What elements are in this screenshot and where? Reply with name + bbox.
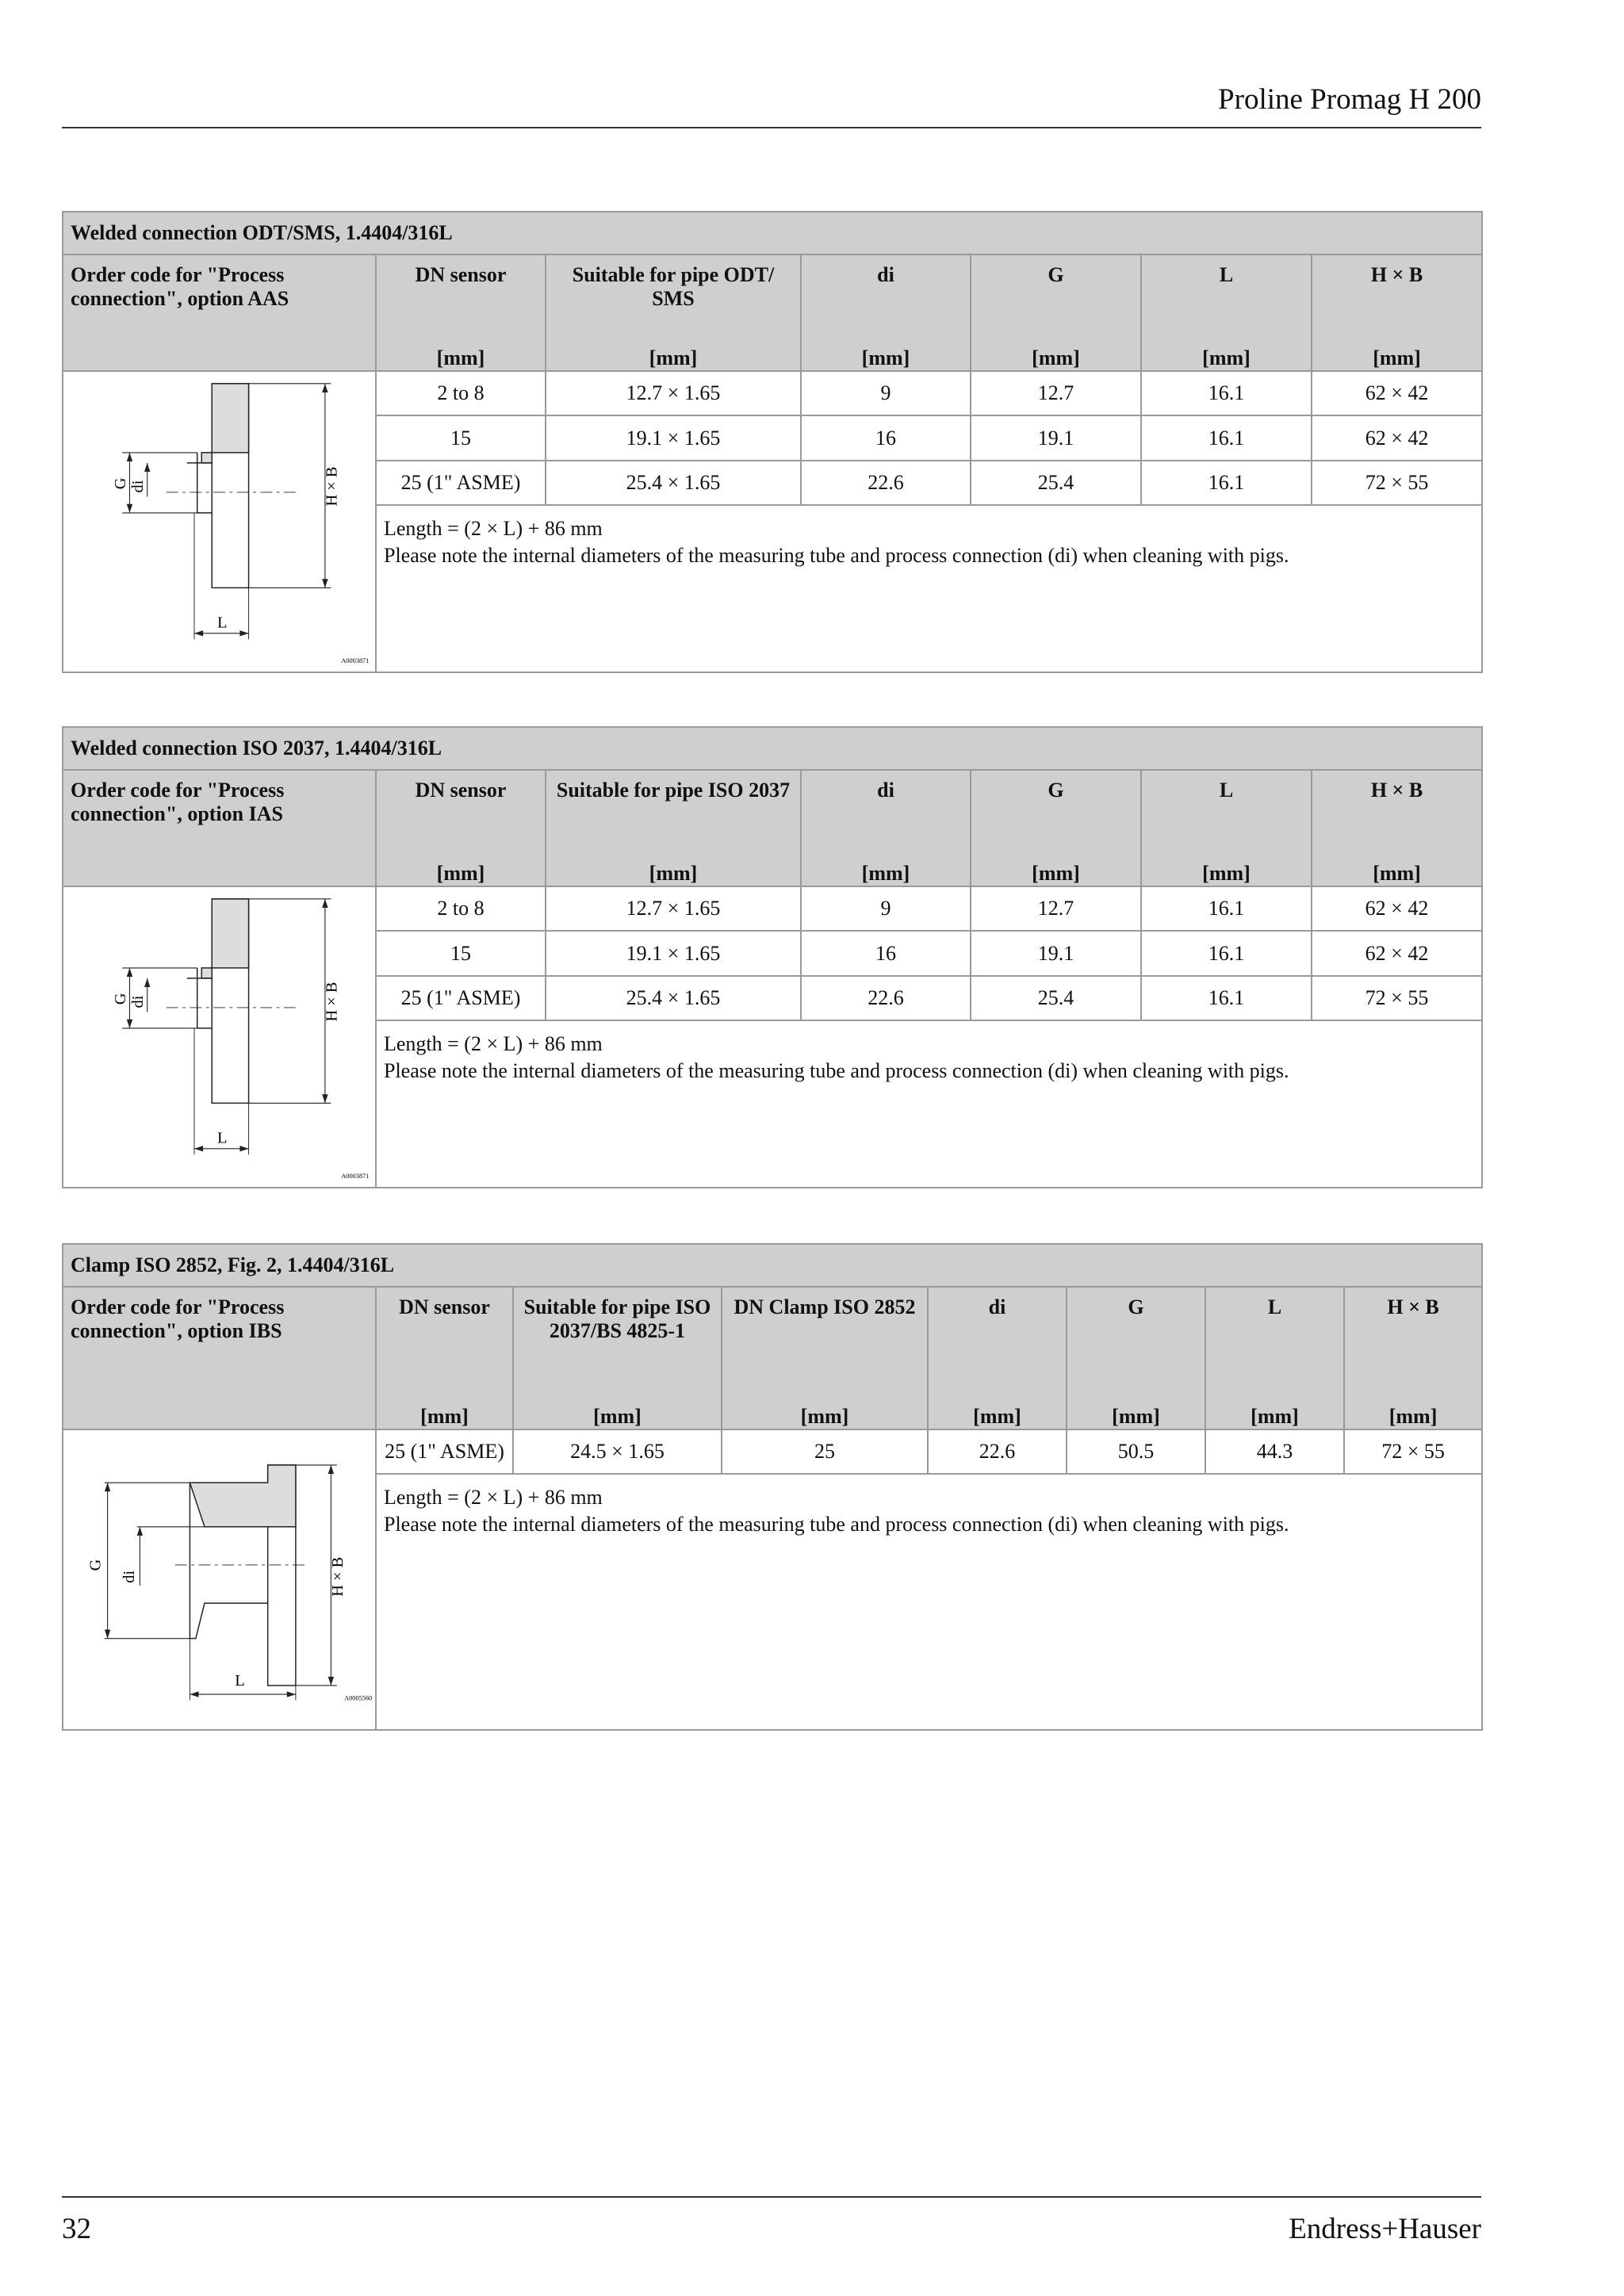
header-unit: [mm] (861, 862, 910, 885)
table-cell: 19.1 (971, 931, 1141, 975)
page-header-title: Proline Promag H 200 (1218, 83, 1481, 116)
header-unit: [mm] (1112, 1405, 1160, 1428)
header-label: Suitable for pipe ODT/ SMS (572, 263, 775, 310)
drawing-label-id: A0003871 (341, 656, 370, 664)
header-wrap (809, 263, 963, 370)
table-cell: 15 (376, 931, 546, 975)
header-wrap (730, 1295, 920, 1429)
column-header (376, 254, 546, 371)
drawing-label-g: G (86, 1559, 105, 1571)
header-label: Order code for "Process connection", option AAS (71, 263, 289, 310)
column-header (801, 254, 971, 371)
header-unit: [mm] (649, 346, 698, 369)
header-label: Suitable for pipe ISO 2037/BS 4825-1 (523, 1295, 711, 1342)
spec-table-2 (62, 726, 1483, 1188)
process-connection-drawing (63, 372, 375, 672)
header-wrap (384, 779, 538, 886)
drawing-label-id: A0005560 (344, 1694, 373, 1702)
header-wrap (809, 779, 963, 886)
header-unit: [mm] (593, 1405, 642, 1428)
table-cell: 19.1 (971, 415, 1141, 460)
header-unit: [mm] (1032, 346, 1080, 369)
note-line: Please note the internal diameters of the measuring tube and process connection (di) when cleaning with pigs. (384, 544, 1289, 568)
process-connection-drawing (63, 887, 375, 1187)
table-cell: 25 (1" ASME) (376, 1429, 513, 1474)
table-title: Welded connection ODT/SMS, 1.4404/316L (63, 212, 1482, 254)
header-unit: [mm] (1373, 862, 1421, 885)
header-label: L (1267, 1295, 1282, 1318)
header-label: DN Clamp ISO 2852 (733, 1295, 916, 1318)
header-label: di (988, 1295, 1006, 1318)
header-unit: [mm] (436, 346, 485, 369)
header-label: DN sensor (415, 263, 507, 286)
column-header (971, 254, 1141, 371)
drawing-cell (63, 1429, 376, 1730)
header-wrap (71, 1295, 368, 1429)
drawing-label-l: L (235, 1671, 245, 1689)
footer-rule (62, 2196, 1481, 2198)
table-cell: 62 × 42 (1312, 886, 1482, 931)
drawing-label-g: G (111, 477, 129, 490)
header-unit: [mm] (861, 346, 910, 369)
table-cell: 16.1 (1141, 886, 1312, 931)
column-header (801, 770, 971, 886)
table-cell: 25 (1" ASME) (376, 461, 546, 505)
table-cell: 2 to 8 (376, 371, 546, 415)
header-unit: [mm] (1032, 862, 1080, 885)
drawing-cell (63, 371, 376, 672)
table-cell: 19.1 × 1.65 (546, 931, 801, 975)
table-cell: 12.7 (971, 371, 1141, 415)
column-header (546, 770, 801, 886)
header-label: di (877, 779, 894, 802)
table-cell: 22.6 (801, 461, 971, 505)
header-wrap (553, 779, 793, 886)
header-label: H × B (1370, 263, 1423, 286)
drawing-label-hb: H × B (329, 1556, 347, 1597)
note-line: Length = (2 × L) + 86 mm (384, 1486, 603, 1510)
table-cell: 25 (722, 1429, 928, 1474)
drawing-label-di: di (120, 1570, 138, 1583)
header-label: Order code for "Process connection", option IAS (71, 779, 285, 825)
table-header-row (63, 254, 1482, 371)
table-cell: 72 × 55 (1312, 461, 1482, 505)
table-cell: 72 × 55 (1312, 976, 1482, 1020)
note-line: Please note the internal diameters of the measuring tube and process connection (di) when cleaning with pigs. (384, 1513, 1289, 1536)
header-label: L (1219, 779, 1234, 802)
header-wrap (936, 1295, 1059, 1429)
header-label: H × B (1387, 1295, 1439, 1318)
table-cell: 15 (376, 415, 546, 460)
table-cell: 22.6 (801, 976, 971, 1020)
drawing-label-hb: H × B (323, 466, 341, 507)
note-line: Length = (2 × L) + 86 mm (384, 1032, 603, 1056)
column-header (1067, 1287, 1205, 1429)
process-connection-drawing (63, 1430, 375, 1729)
table-cell: 16.1 (1141, 371, 1312, 415)
drawing-label-g: G (111, 993, 129, 1005)
header-wrap (521, 1295, 714, 1429)
header-label: G (1128, 1295, 1144, 1318)
table-row (63, 371, 1482, 415)
table-cell: 16.1 (1141, 976, 1312, 1020)
header-unit: [mm] (436, 862, 485, 885)
table-header-row (63, 1287, 1482, 1429)
table-cell: 25.4 (971, 976, 1141, 1020)
footer-brand: Endress+Hauser (1289, 2213, 1481, 2245)
header-unit: [mm] (1251, 1405, 1299, 1428)
table-cell: 62 × 42 (1312, 371, 1482, 415)
header-wrap (1074, 1295, 1197, 1429)
table-title: Welded connection ISO 2037, 1.4404/316L (63, 727, 1482, 770)
header-unit: [mm] (420, 1405, 469, 1428)
header-wrap (979, 779, 1133, 886)
drawing-label-l: L (216, 1129, 228, 1147)
table-cell: 25.4 × 1.65 (546, 976, 801, 1020)
table-cell: 24.5 × 1.65 (513, 1429, 722, 1474)
table-header-row (63, 770, 1482, 886)
header-label: H × B (1370, 779, 1423, 802)
table-cell: 62 × 42 (1312, 931, 1482, 975)
header-wrap (979, 263, 1133, 370)
page-number: 32 (62, 2213, 91, 2245)
table-cell: 16 (801, 931, 971, 975)
table-cell: 25.4 × 1.65 (546, 461, 801, 505)
drawing-label-l: L (216, 614, 228, 632)
table-cell: 9 (801, 371, 971, 415)
header-unit: [mm] (649, 862, 698, 885)
table-row (63, 886, 1482, 931)
note-cell (376, 1474, 1482, 1730)
column-header (1344, 1287, 1482, 1429)
header-wrap (71, 263, 368, 370)
header-label: G (1048, 263, 1064, 286)
header-unit: [mm] (1373, 346, 1421, 369)
drawing-label-id: A0003871 (341, 1172, 370, 1180)
drawing-cell (63, 886, 376, 1188)
header-wrap (1213, 1295, 1336, 1429)
column-header (1312, 770, 1482, 886)
header-label: Suitable for pipe ISO 2037 (556, 779, 791, 802)
table-cell: 12.7 × 1.65 (546, 886, 801, 931)
column-header (1141, 770, 1312, 886)
header-wrap (1149, 263, 1304, 370)
header-unit: [mm] (1202, 862, 1251, 885)
column-header (546, 254, 801, 371)
table-cell: 12.7 (971, 886, 1141, 931)
table-title-row (63, 727, 1482, 770)
column-header (971, 770, 1141, 886)
table-cell: 16.1 (1141, 931, 1312, 975)
table-cell: 2 to 8 (376, 886, 546, 931)
header-label: G (1048, 779, 1064, 802)
drawing-label-di: di (129, 995, 147, 1008)
table-cell: 25 (1" ASME) (376, 976, 546, 1020)
column-header (63, 254, 376, 371)
table-cell: 44.3 (1205, 1429, 1344, 1474)
note-line: Length = (2 × L) + 86 mm (384, 517, 603, 541)
header-rule (62, 127, 1481, 128)
spec-table-1 (62, 211, 1483, 673)
header-wrap (384, 263, 538, 370)
drawing-label-hb: H × B (323, 982, 341, 1022)
note-cell (376, 505, 1482, 672)
column-header (63, 1287, 376, 1429)
header-wrap (1352, 1295, 1474, 1429)
table-cell: 62 × 42 (1312, 415, 1482, 460)
table-title-row (63, 1244, 1482, 1287)
header-label: Order code for "Process connection", option IBS (71, 1295, 285, 1342)
column-header (1205, 1287, 1344, 1429)
header-label: L (1219, 263, 1234, 286)
column-header (376, 1287, 513, 1429)
table-cell: 12.7 × 1.65 (546, 371, 801, 415)
table-cell: 22.6 (928, 1429, 1067, 1474)
header-unit: [mm] (800, 1405, 849, 1428)
header-wrap (1149, 779, 1304, 886)
header-wrap (1320, 779, 1474, 886)
table-cell: 16.1 (1141, 461, 1312, 505)
header-unit: [mm] (973, 1405, 1021, 1428)
column-header (722, 1287, 928, 1429)
header-unit: [mm] (1202, 346, 1251, 369)
header-unit: [mm] (1388, 1405, 1438, 1428)
header-wrap (384, 1295, 505, 1429)
table-cell: 16.1 (1141, 415, 1312, 460)
header-wrap (71, 779, 368, 886)
note-line: Please note the internal diameters of the measuring tube and process connection (di) when cleaning with pigs. (384, 1059, 1289, 1083)
table-title-row (63, 212, 1482, 254)
header-label: di (877, 263, 894, 286)
header-label: DN sensor (415, 779, 507, 802)
column-header (1141, 254, 1312, 371)
column-header (63, 770, 376, 886)
table-cell: 19.1 × 1.65 (546, 415, 801, 460)
header-wrap (553, 263, 793, 370)
header-label: DN sensor (399, 1295, 490, 1318)
header-wrap (1320, 263, 1474, 370)
table-title: Clamp ISO 2852, Fig. 2, 1.4404/316L (63, 1244, 1482, 1287)
column-header (928, 1287, 1067, 1429)
column-header (376, 770, 546, 886)
column-header (513, 1287, 722, 1429)
table-cell: 50.5 (1067, 1429, 1205, 1474)
table-cell: 16 (801, 415, 971, 460)
table-row (63, 1429, 1482, 1474)
column-header (1312, 254, 1482, 371)
table-cell: 25.4 (971, 461, 1141, 505)
drawing-label-di: di (129, 480, 147, 493)
spec-table-3 (62, 1243, 1483, 1731)
table-cell: 9 (801, 886, 971, 931)
note-cell (376, 1020, 1482, 1188)
table-cell: 72 × 55 (1344, 1429, 1482, 1474)
